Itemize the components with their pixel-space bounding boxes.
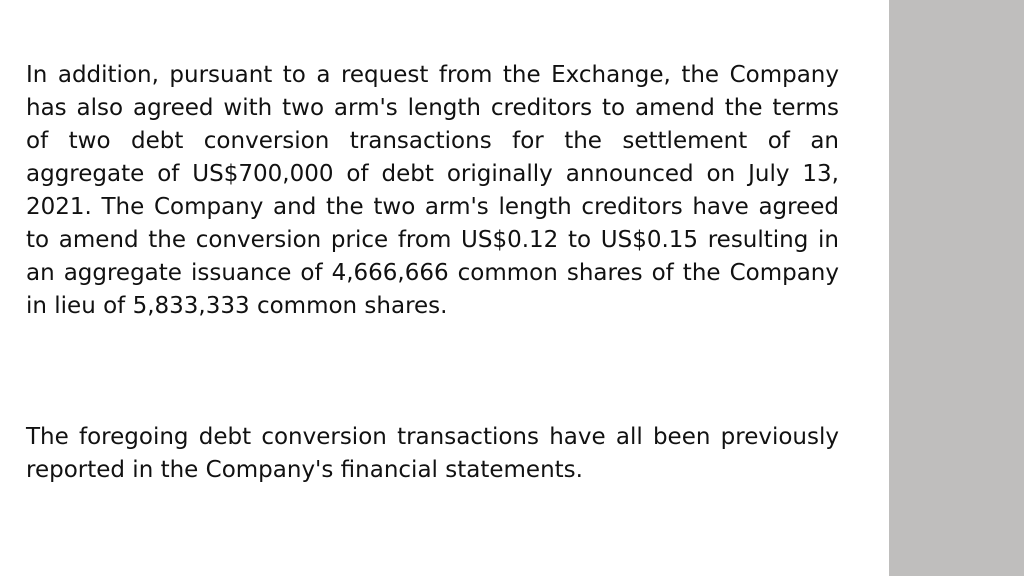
paragraph-previously-reported: The foregoing debt conversion transactions have all been previously reported in the Company's financial statements. (26, 424, 839, 483)
side-panel (889, 0, 1024, 576)
paragraph-debt-conversion-amendment: In addition, pursuant to a request from the Exchange, the Company has also agreed with two arm's length creditors to amend the terms of two debt conversion transactions for the settlement of an aggregate of US$700,000 of debt originally announced on July 13, 2021. The Company and the two arm's length creditors have agreed to amend the conversion price from US$0.12 to US$0.15 resulting in an aggregate issuance of 4,666,666 common shares of the Company in lieu of 5,833,333 common shares. (26, 62, 839, 319)
